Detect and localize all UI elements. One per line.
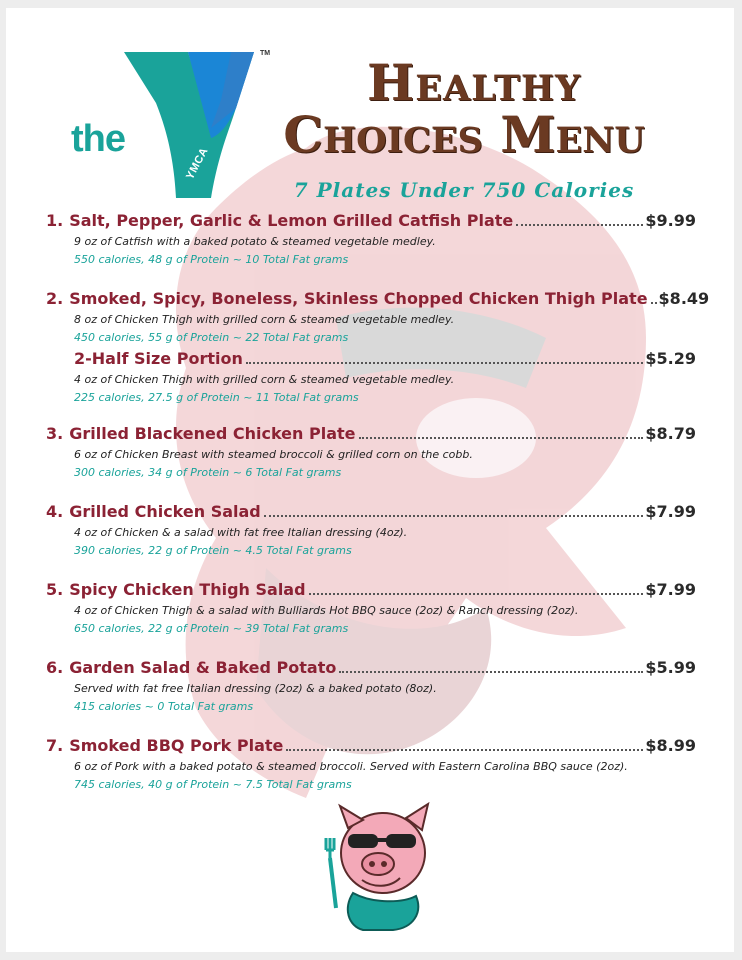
item-number: 1. bbox=[46, 211, 64, 230]
item-calories: 745 calories, 40 g of Protein ~ 7.5 Total Fat grams bbox=[74, 778, 352, 791]
half-portion-header bbox=[74, 347, 696, 371]
item-name: Salt, Pepper, Garlic & Lemon Grilled Catfish Plate bbox=[69, 211, 514, 230]
logo-trademark: TM bbox=[260, 50, 271, 57]
item-name: Grilled Chicken Salad bbox=[69, 502, 261, 521]
menu-item-header bbox=[46, 287, 710, 311]
logo-ymca-text: YMCA bbox=[184, 145, 211, 182]
item-name: Grilled Blackened Chicken Plate bbox=[69, 424, 356, 443]
item-calories: 650 calories, 22 g of Protein ~ 39 Total Fat grams bbox=[74, 622, 349, 635]
leader-dots bbox=[246, 361, 644, 364]
menu-item-header bbox=[46, 500, 696, 524]
item-description: 6 oz of Pork with a baked potato & steamed broccoli. Served with Eastern Carolina BBQ sauce (2oz). bbox=[74, 760, 628, 773]
menu-item-header bbox=[46, 578, 696, 602]
item-description: 4 oz of Chicken Thigh & a salad with Bulliards Hot BBQ sauce (2oz) & Ranch dressing (2oz). bbox=[74, 604, 579, 617]
half-portion-price: $5.29 bbox=[645, 349, 696, 368]
menu-item bbox=[46, 656, 696, 716]
item-calories: 300 calories, 34 g of Protein ~ 6 Total Fat grams bbox=[74, 466, 342, 479]
item-calories: 550 calories, 48 g of Protein ~ 10 Total Fat grams bbox=[74, 253, 349, 266]
leader-dots bbox=[359, 436, 644, 439]
item-number: 2. bbox=[46, 289, 64, 308]
item-price: $9.99 bbox=[645, 211, 696, 230]
item-description: 4 oz of Chicken & a salad with fat free Italian dressing (4oz). bbox=[74, 526, 408, 539]
item-number: 5. bbox=[46, 580, 64, 599]
menu-item-header bbox=[46, 656, 696, 680]
menu-item-header bbox=[46, 209, 696, 233]
item-name: Smoked BBQ Pork Plate bbox=[69, 736, 284, 755]
item-price: $8.79 bbox=[645, 424, 696, 443]
item-price: $8.99 bbox=[645, 736, 696, 755]
item-description: 6 oz of Chicken Breast with steamed broccoli & grilled corn on the cobb. bbox=[74, 448, 473, 461]
menu-page bbox=[6, 8, 734, 952]
menu-subtitle: 7 Plates Under 750 Calories bbox=[293, 178, 635, 202]
menu-item bbox=[46, 422, 696, 482]
title-line2: Choices Menu bbox=[283, 105, 645, 164]
leader-dots bbox=[286, 748, 643, 751]
item-calories: 450 calories, 55 g of Protein ~ 22 Total Fat grams bbox=[74, 331, 349, 344]
item-number: 4. bbox=[46, 502, 64, 521]
menu-item-header bbox=[46, 422, 696, 446]
half-portion-name: 2-Half Size Portion bbox=[74, 349, 243, 368]
menu-item-header bbox=[46, 734, 696, 758]
leader-dots bbox=[516, 223, 643, 226]
item-price: $7.99 bbox=[645, 580, 696, 599]
half-portion bbox=[46, 347, 696, 407]
leader-dots bbox=[339, 670, 643, 673]
item-price: $5.99 bbox=[645, 658, 696, 677]
item-description: 8 oz of Chicken Thigh with grilled corn & steamed vegetable medley. bbox=[74, 313, 455, 326]
item-price: $8.49 bbox=[658, 289, 710, 308]
leader-dots bbox=[309, 592, 644, 595]
item-name: Garden Salad & Baked Potato bbox=[69, 658, 337, 677]
item-price: $7.99 bbox=[645, 502, 696, 521]
item-number: 6. bbox=[46, 658, 64, 677]
leader-dots bbox=[651, 301, 657, 304]
menu-item bbox=[46, 209, 696, 269]
menu-item bbox=[46, 287, 710, 407]
half-portion-description: 4 oz of Chicken Thigh with grilled corn & steamed vegetable medley. bbox=[74, 373, 455, 386]
menu-item bbox=[46, 500, 696, 560]
menu-list bbox=[46, 209, 710, 794]
menu-item bbox=[46, 578, 696, 638]
menu-item bbox=[46, 734, 696, 794]
pig-mascot-icon bbox=[318, 798, 443, 933]
item-description: Served with fat free Italian dressing (2oz) & a baked potato (8oz). bbox=[74, 682, 437, 695]
item-description: 9 oz of Catfish with a baked potato & steamed vegetable medley. bbox=[74, 235, 436, 248]
title-line1: Healthy bbox=[367, 53, 581, 112]
item-calories: 390 calories, 22 g of Protein ~ 4.5 Total Fat grams bbox=[74, 544, 352, 557]
item-name: Smoked, Spicy, Boneless, Skinless Chopped Chicken Thigh Plate bbox=[69, 289, 648, 308]
half-portion-calories: 225 calories, 27.5 g of Protein ~ 11 Total Fat grams bbox=[74, 391, 359, 404]
item-calories: 415 calories ~ 0 Total Fat grams bbox=[74, 700, 254, 713]
item-name: Spicy Chicken Thigh Salad bbox=[69, 580, 306, 599]
logo-the-text: the bbox=[71, 118, 125, 160]
leader-dots bbox=[264, 514, 644, 517]
item-number: 3. bbox=[46, 424, 64, 443]
item-number: 7. bbox=[46, 736, 64, 755]
